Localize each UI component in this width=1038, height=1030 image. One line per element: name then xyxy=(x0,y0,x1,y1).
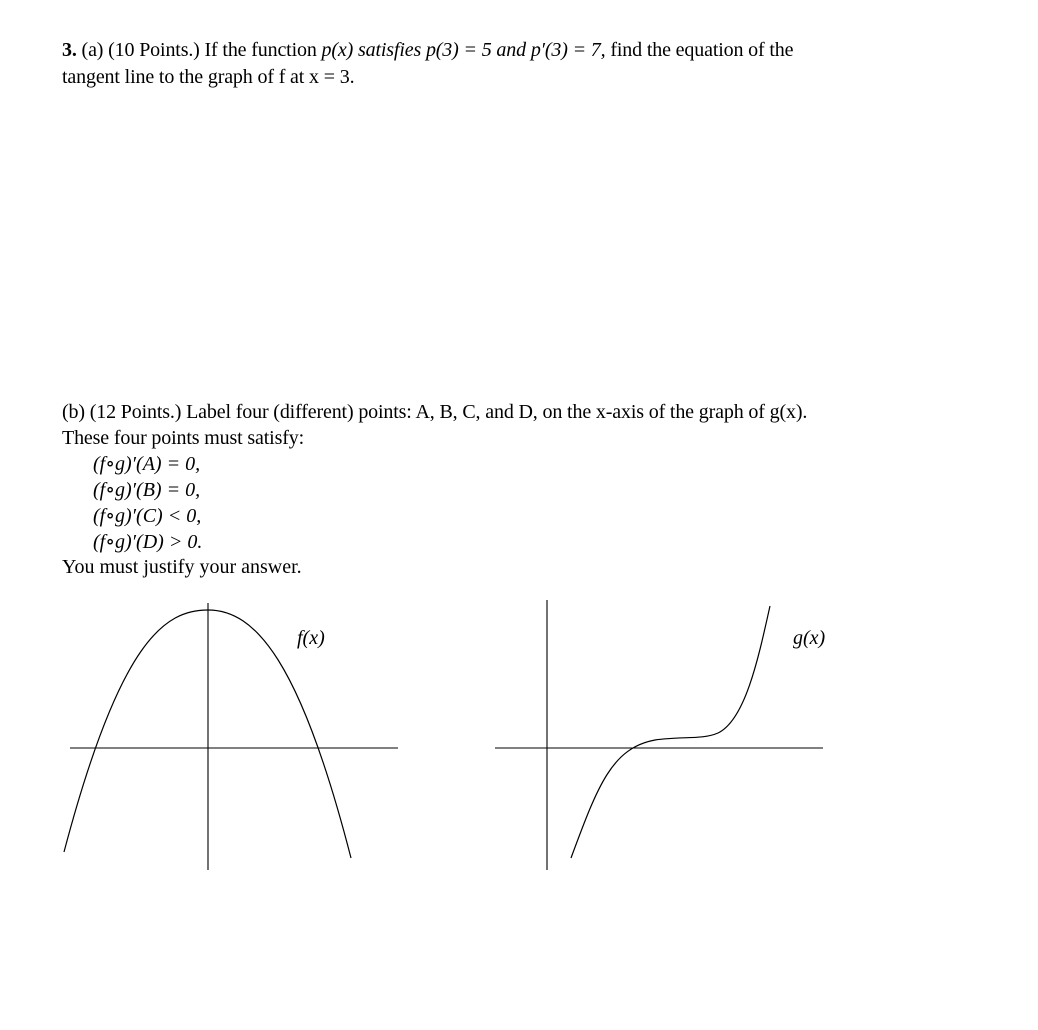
part-a-question-line-2: tangent line to the graph of f at x = 3. xyxy=(62,66,355,88)
problem-number: 3. xyxy=(62,39,77,61)
f-label: f(x) xyxy=(297,627,325,649)
justify-instruction: You must justify your answer. xyxy=(62,556,302,578)
condition-b: (f∘g)′(B) = 0, xyxy=(93,479,201,501)
g-label: g(x) xyxy=(793,627,826,649)
condition-c: (f∘g)′(C) < 0, xyxy=(93,505,202,527)
part-b-question-line-1: (b) (12 Points.) Label four (different) points: A, B, C, and D, on the x-axis of the graph of g(x). xyxy=(62,401,808,423)
condition-a: (f∘g)′(A) = 0, xyxy=(93,453,201,475)
part-a-suffix: find the equation of the xyxy=(605,39,794,61)
condition-d: (f∘g)′(D) > 0. xyxy=(93,531,203,553)
part-a-math: p(x) satisfies p(3) = 5 and p′(3) = 7, xyxy=(321,39,606,61)
part-b-question-line-2: These four points must satisfy: xyxy=(62,427,304,449)
g-curve xyxy=(571,606,770,858)
part-a-prefix: (a) (10 Points.) If the function xyxy=(76,39,322,61)
